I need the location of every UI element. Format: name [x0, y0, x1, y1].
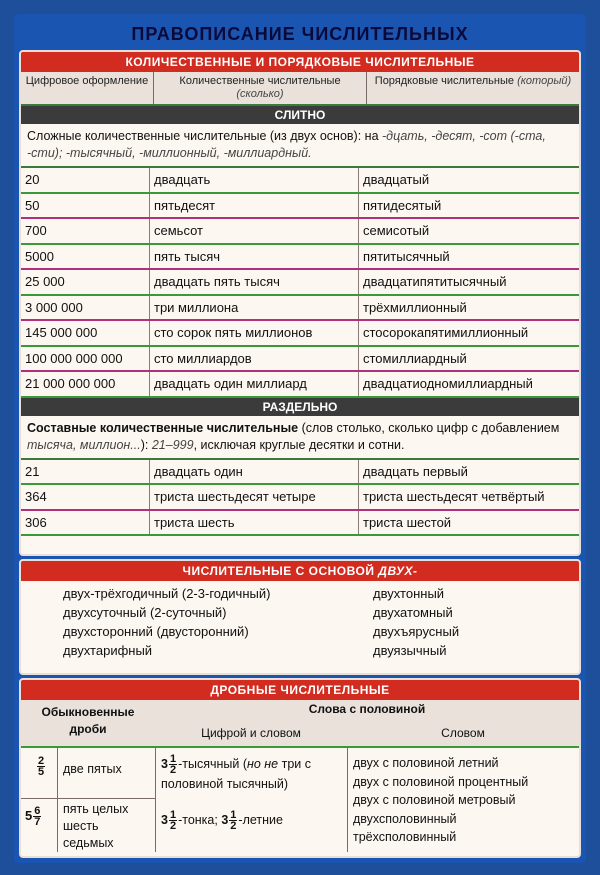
- col-ordinal-header: Порядковые числительные (который): [374, 75, 572, 87]
- fraction-table: [21, 700, 579, 852]
- sub-word-header: Словом: [441, 726, 485, 740]
- cardinal-cell: двадцать один миллиард: [150, 372, 359, 396]
- section3-header: ДРОБНЫЕ ЧИСЛИТЕЛЬНЫЕ: [21, 680, 579, 700]
- ordinal-cell: стосорокапятимиллионный: [363, 325, 529, 340]
- table-row: [21, 460, 579, 486]
- fraction-card: [19, 678, 581, 858]
- cardinal-cell: семьсот: [150, 219, 359, 243]
- col-digit-header: Цифровое оформление: [21, 72, 154, 104]
- cardinal-cell: пятьдесят: [150, 194, 359, 218]
- table-row: [21, 511, 579, 537]
- col-half-header: Слова с половиной: [308, 702, 426, 716]
- ordinal-cell: стомиллиардный: [363, 350, 467, 366]
- fraction-5-6-7: 5 $\frac{6}{7}$: [25, 805, 41, 828]
- digit-cell: 50: [21, 194, 150, 218]
- table-row: [21, 270, 579, 296]
- list-item: двух с половиной метровый: [353, 793, 516, 807]
- table-row: [21, 194, 579, 220]
- separate-label: РАЗДЕЛЬНО: [21, 398, 579, 416]
- cardinal-cell: три миллиона: [150, 296, 359, 320]
- dvuh-right-list: [373, 584, 579, 660]
- cardinal-cell: двадцать пять тысяч: [150, 270, 359, 294]
- ordinal-cell: трёхмиллионный: [363, 299, 467, 315]
- list-item: трёхсполовинный: [353, 830, 457, 844]
- list-item: двухсполовинный: [353, 811, 457, 826]
- ordinal-cell: двадцатый: [363, 172, 430, 187]
- digit-cell: 5000: [21, 245, 150, 269]
- together-table: [21, 168, 579, 398]
- section1-header: КОЛИЧЕСТВЕННЫЕ И ПОРЯДКОВЫЕ ЧИСЛИТЕЛЬНЫЕ: [21, 52, 579, 72]
- digit-cell: 700: [21, 219, 150, 243]
- ordinal-cell: двадцатиодномиллиардный: [363, 376, 533, 391]
- half-digit-example-1: 3 $\frac{1}{2}$ -тысячный (но не три с половиной тысячный): [161, 753, 311, 791]
- cardinal-cell: триста шесть: [150, 511, 359, 535]
- col-cardinal-header: Количественные числительные (сколько): [154, 72, 367, 104]
- ordinal-cell: пятитысячный: [363, 248, 450, 264]
- ordinal-cell: двадцать первый: [363, 463, 468, 479]
- list-item: двух с половиной летний: [353, 756, 499, 770]
- digit-cell: 21: [21, 460, 150, 484]
- ordinal-cell: триста шестой: [363, 514, 452, 530]
- page-title: ПРАВОПИСАНИЕ ЧИСЛИТЕЛЬНЫХ: [131, 24, 469, 44]
- list-item: двухъярусный: [373, 624, 460, 639]
- list-item: двухтарифный: [63, 643, 153, 658]
- fraction-2-5: $\frac{2}{5}$: [37, 755, 45, 778]
- dvuh-list: [21, 581, 579, 660]
- cardinal-ordinal-card: [19, 50, 581, 556]
- section2-header: ЧИСЛИТЕЛЬНЫЕ С ОСНОВОЙ ДВУХ-: [21, 561, 579, 581]
- half-words-list: [353, 754, 577, 847]
- table-row: [21, 168, 579, 194]
- table-row: [21, 347, 579, 373]
- cardinal-cell: сто миллиардов: [150, 347, 359, 371]
- digit-cell: 20: [21, 168, 150, 192]
- table-row: [21, 219, 579, 245]
- digit-cell: 306: [21, 511, 150, 535]
- cardinal-cell: пять тысяч: [150, 245, 359, 269]
- digit-cell: 145 000 000: [21, 321, 150, 345]
- list-item: двухтонный: [373, 586, 445, 601]
- table-row: [21, 321, 579, 347]
- dvuh-left-list: [63, 584, 373, 660]
- digit-cell: 3 000 000: [21, 296, 150, 320]
- separate-table: [21, 460, 579, 537]
- fraction-5-6-7-text: пять целых шесть седьмых: [63, 802, 129, 850]
- col-fraction-header: Обыкновенные дроби: [41, 705, 135, 736]
- list-item: двух с половиной процентный: [353, 774, 529, 789]
- cardinal-cell: двадцать: [150, 168, 359, 192]
- table-row: [21, 372, 579, 398]
- list-item: двухсуточный (2-суточный): [63, 605, 227, 620]
- table-row: [21, 296, 579, 322]
- digit-cell: 100 000 000 000: [21, 347, 150, 371]
- ordinal-cell: пятидесятый: [363, 197, 442, 213]
- dvuh-card: [19, 559, 581, 675]
- half-digit-example-2: 3 $\frac{1}{2}$ -тонка; 3 $\frac{1}{2}$ -летние: [161, 809, 283, 832]
- list-item: двухатомный: [373, 605, 453, 620]
- digit-cell: 21 000 000 000: [21, 372, 150, 396]
- table-row: [21, 485, 579, 511]
- ordinal-cell: двадцатипятитысячный: [363, 274, 507, 289]
- digit-cell: 25 000: [21, 270, 150, 294]
- fraction-2-5-text: две пятых: [63, 762, 122, 776]
- list-item: двухсторонний (двусторонний): [63, 624, 249, 639]
- separate-note: Составные количественные числительные (слов столько, сколько цифр с добавлением тысяча, миллион...): 21–999, исключая круглые десятки и сотни.: [21, 416, 579, 460]
- table-header: [21, 72, 579, 106]
- cardinal-cell: триста шестьдесят четыре: [150, 485, 359, 509]
- ordinal-cell: триста шестьдесят четвёртый: [363, 489, 545, 504]
- cardinal-cell: двадцать один: [150, 460, 359, 484]
- list-item: двуязычный: [373, 643, 447, 658]
- list-item: двух-трёхгодичный (2-3-годичный): [63, 586, 271, 601]
- sub-digit-header: Цифрой и словом: [201, 726, 301, 740]
- table-row: [21, 245, 579, 271]
- together-label: СЛИТНО: [21, 106, 579, 124]
- together-note: Сложные количественные числительные (из двух основ): на -дцать, -десят, -сот (-ста, -сти); -тысячный, -миллионный, -миллиардный.: [21, 124, 579, 168]
- ordinal-cell: семисотый: [363, 223, 430, 238]
- poster: [14, 14, 586, 863]
- cardinal-cell: сто сорок пять миллионов: [150, 321, 359, 345]
- digit-cell: 364: [21, 485, 150, 509]
